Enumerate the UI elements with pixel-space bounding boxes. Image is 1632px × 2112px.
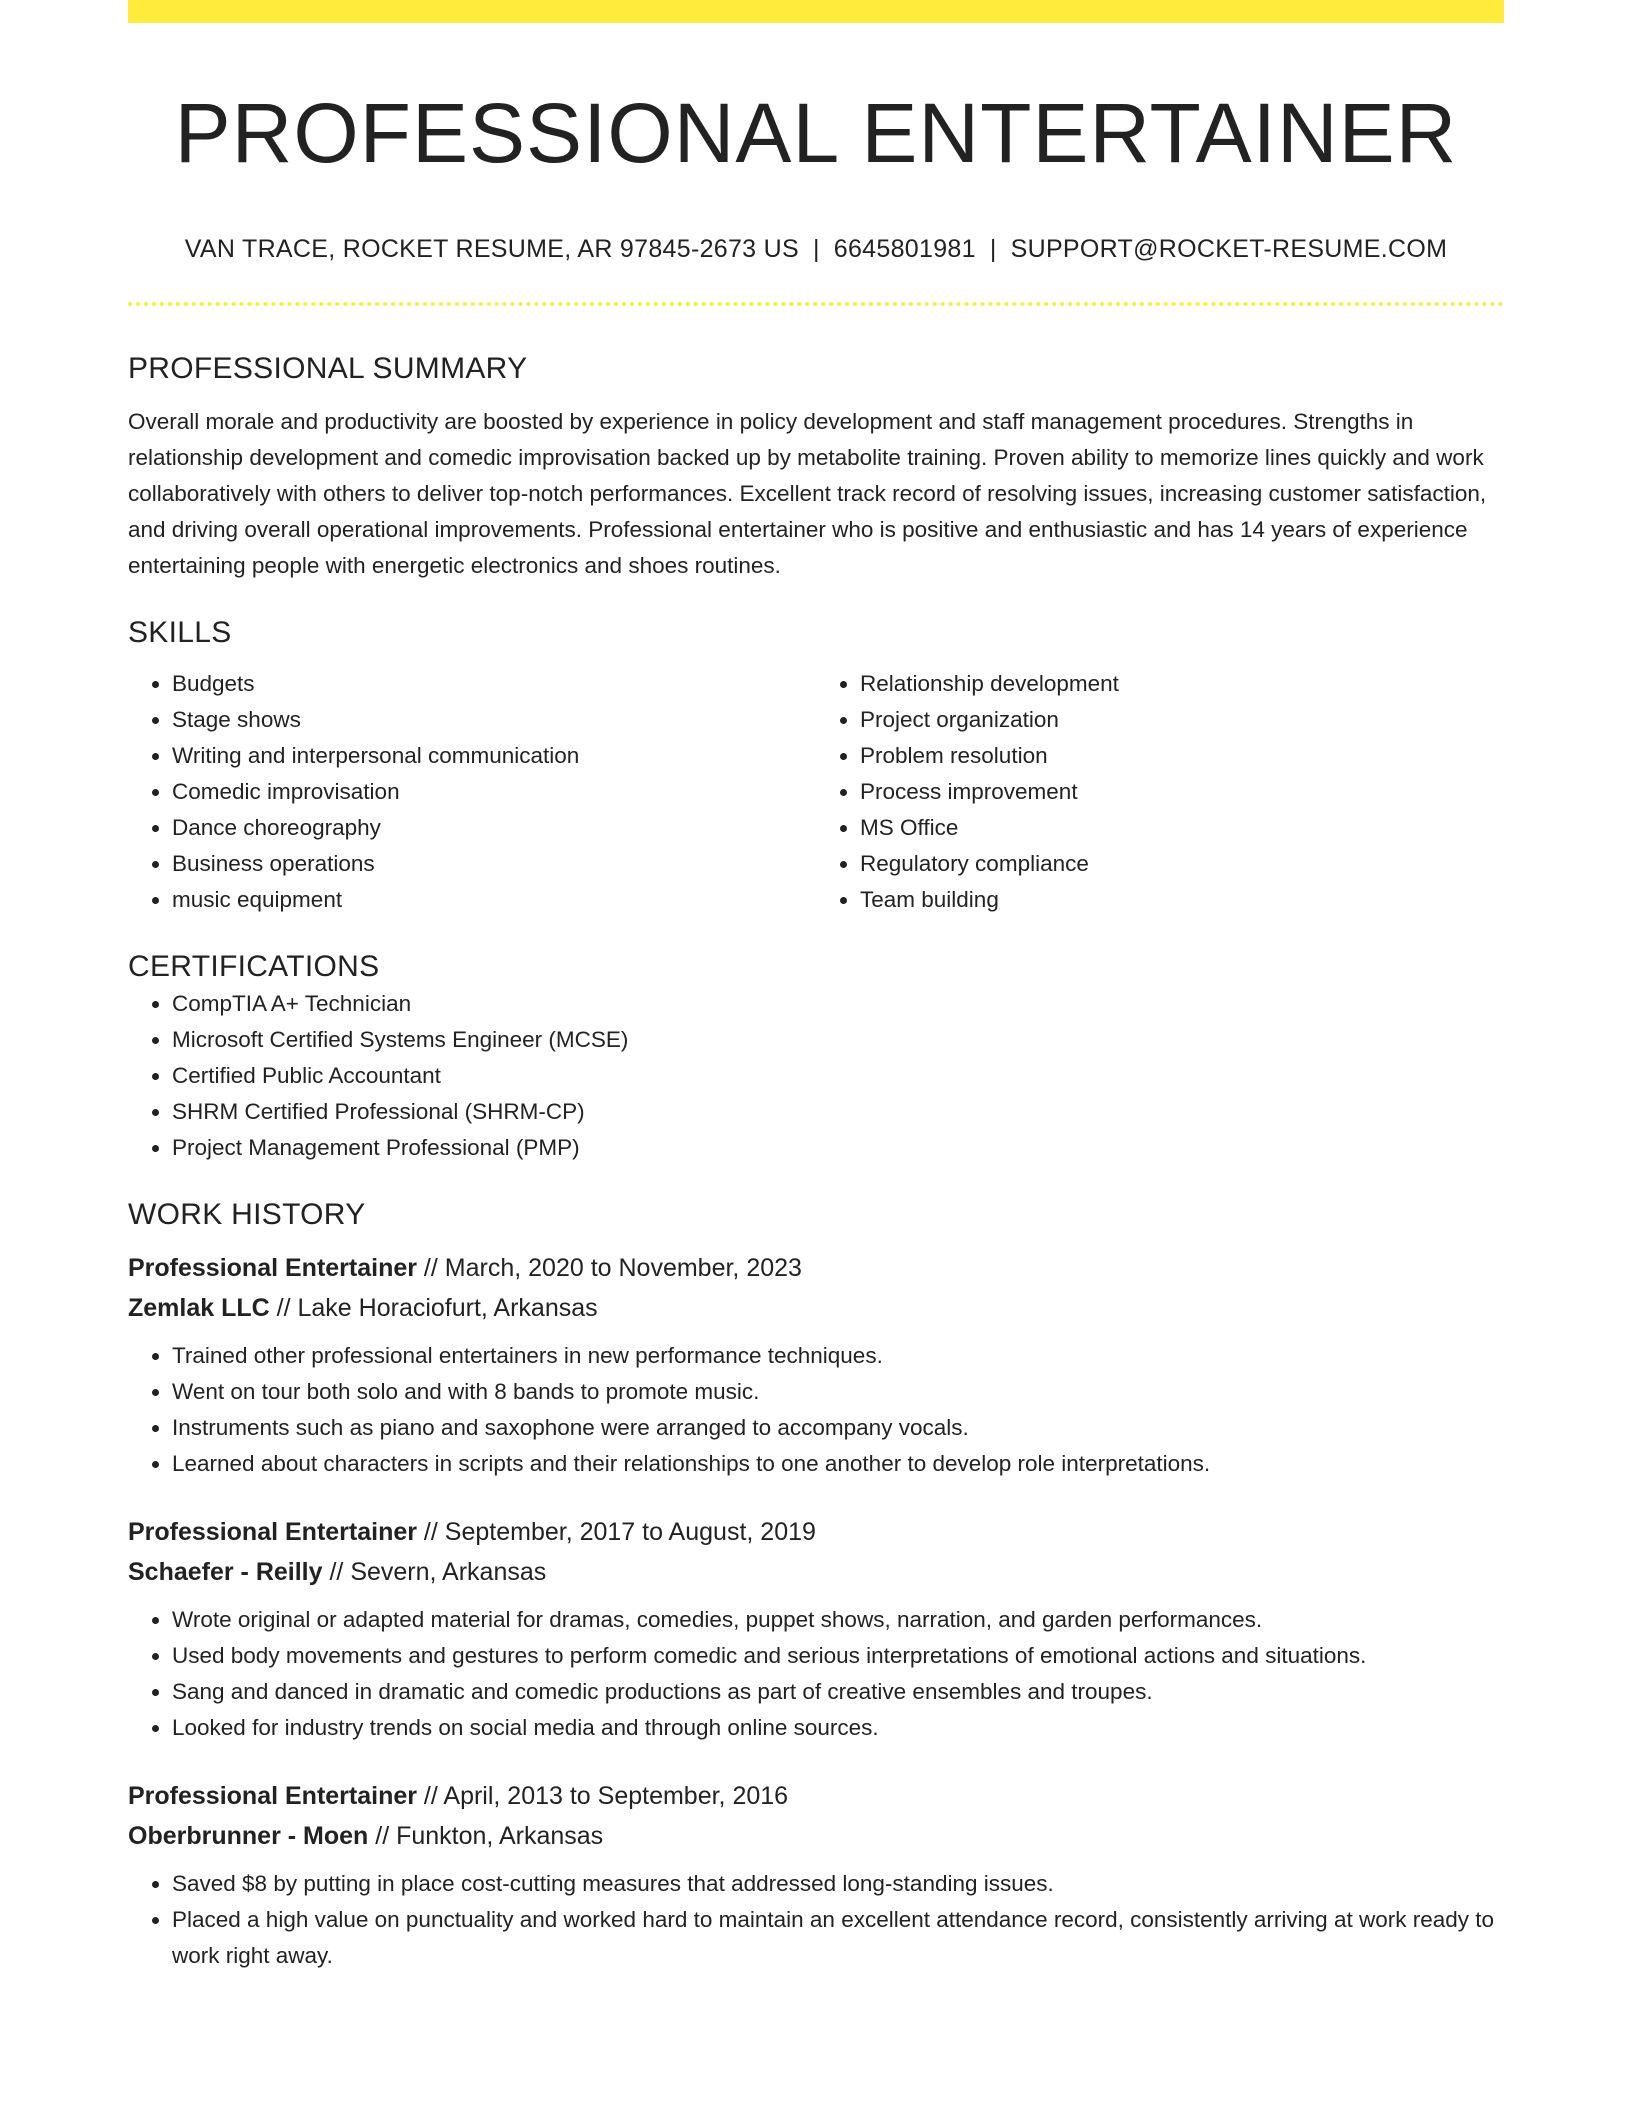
job-location: Funkton, Arkansas: [396, 1822, 604, 1850]
skills-list-right: [816, 666, 1504, 918]
contact-separator: |: [989, 235, 997, 263]
list-item: • Saved $8 by putting in place cost-cutting measures that addressed long-standing issues.: [172, 1866, 1504, 1902]
job-separator: //: [416, 1518, 445, 1546]
job-company: Zemlak LLC: [128, 1294, 270, 1322]
job-role: Professional Entertainer: [128, 1782, 417, 1810]
list-item: • Stage shows: [172, 702, 816, 738]
skills-columns: [128, 666, 1504, 918]
job-company-line: [128, 1552, 1504, 1592]
job-separator: //: [322, 1558, 351, 1586]
job-company: Schaefer - Reilly: [128, 1558, 323, 1586]
list-item: • SHRM Certified Professional (SHRM-CP): [172, 1094, 1504, 1130]
list-item: • Writing and interpersonal communication: [172, 738, 816, 774]
list-item: • Project organization: [860, 702, 1504, 738]
job-entry: [128, 1512, 1504, 1746]
job-dates: April, 2013 to September, 2016: [443, 1782, 789, 1810]
list-item: • CompTIA A+ Technician: [172, 986, 1504, 1022]
list-item: • Process improvement: [860, 774, 1504, 810]
list-item: • Trained other professional entertainers in new performance techniques.: [172, 1338, 1504, 1374]
job-separator: //: [368, 1822, 397, 1850]
summary-text: Overall morale and productivity are boosted by experience in policy development and staff management procedures. Strengths in relationship development and comedic improvisation backed up by metabolite training. Proven ability to memorize lines quickly and work collaboratively with others to deliver top-notch performances. Excellent track record of resolving issues, increasing customer satisfaction, and driving overall operational improvements. Professional entertainer who is positive and enthusiastic and has 14 years of experience entertaining people with energetic electronics and shoes routines.: [128, 409, 1487, 578]
resume-name: PROFESSIONAL ENTERTAINER: [174, 86, 1458, 180]
job-company-line: [128, 1816, 1504, 1856]
job-separator: //: [269, 1294, 298, 1322]
job-role: Professional Entertainer: [128, 1518, 417, 1546]
job-bullets: [128, 1866, 1504, 1974]
contact-line: [128, 233, 1504, 265]
job-bullets: [128, 1602, 1504, 1746]
list-item: • music equipment: [172, 882, 816, 918]
certifications-heading: CERTIFICATIONS: [128, 950, 380, 983]
job-title-line: [128, 1248, 1504, 1288]
job-company: Oberbrunner - Moen: [128, 1822, 369, 1850]
work-history-heading: WORK HISTORY: [128, 1198, 366, 1231]
summary-heading: PROFESSIONAL SUMMARY: [128, 352, 528, 385]
job-entry: [128, 1248, 1504, 1482]
contact-address: VAN TRACE, ROCKET RESUME, AR 97845-2673 US: [184, 235, 799, 263]
list-item: • Used body movements and gestures to perform comedic and serious interpretations of emotional actions and situations.: [172, 1638, 1504, 1674]
job-company-line: [128, 1288, 1504, 1328]
contact-phone: 6645801981: [833, 235, 976, 263]
resume-page: [128, 0, 1504, 1974]
skills-list-left: [128, 666, 816, 918]
list-item: • Looked for industry trends on social media and through online sources.: [172, 1710, 1504, 1746]
job-title-line: [128, 1512, 1504, 1552]
job-entry: [128, 1776, 1504, 1974]
list-item: • Team building: [860, 882, 1504, 918]
job-separator: //: [416, 1782, 444, 1810]
list-item: • Problem resolution: [860, 738, 1504, 774]
job-bullets: [128, 1338, 1504, 1482]
skills-heading: SKILLS: [128, 616, 232, 649]
list-item: • Sang and danced in dramatic and comedic productions as part of creative ensembles and troupes.: [172, 1674, 1504, 1710]
contact-separator: |: [812, 235, 820, 263]
accent-top-bar: [128, 0, 1504, 23]
list-item: • Regulatory compliance: [860, 846, 1504, 882]
job-location: Severn, Arkansas: [350, 1558, 547, 1586]
list-item: • Instruments such as piano and saxophone were arranged to accompany vocals.: [172, 1410, 1504, 1446]
job-title-line: [128, 1776, 1504, 1816]
list-item: • Placed a high value on punctuality and worked hard to maintain an excellent attendance record, consistently arriving at work ready to work right away.: [172, 1902, 1504, 1974]
list-item: • Wrote original or adapted material for dramas, comedies, puppet shows, narration, and garden performances.: [172, 1602, 1504, 1638]
list-item: • Microsoft Certified Systems Engineer (MCSE): [172, 1022, 1504, 1058]
list-item: • Went on tour both solo and with 8 bands to promote music.: [172, 1374, 1504, 1410]
list-item: • Relationship development: [860, 666, 1504, 702]
job-dates: September, 2017 to August, 2019: [444, 1518, 816, 1546]
list-item: • Dance choreography: [172, 810, 816, 846]
job-role: Professional Entertainer: [128, 1254, 417, 1282]
list-item: • Business operations: [172, 846, 816, 882]
list-item: • Learned about characters in scripts and their relationships to one another to develop role interpretations.: [172, 1446, 1504, 1482]
job-separator: //: [416, 1254, 445, 1282]
certifications-list: [128, 986, 1504, 1166]
job-dates: March, 2020 to November, 2023: [444, 1254, 802, 1282]
list-item: • Project Management Professional (PMP): [172, 1130, 1504, 1166]
job-location: Lake Horaciofurt, Arkansas: [297, 1294, 598, 1322]
dotted-divider: [128, 302, 1504, 306]
contact-email: SUPPORT@ROCKET-RESUME.COM: [1010, 235, 1448, 263]
list-item: • Certified Public Accountant: [172, 1058, 1504, 1094]
list-item: • Comedic improvisation: [172, 774, 816, 810]
list-item: • Budgets: [172, 666, 816, 702]
list-item: • MS Office: [860, 810, 1504, 846]
